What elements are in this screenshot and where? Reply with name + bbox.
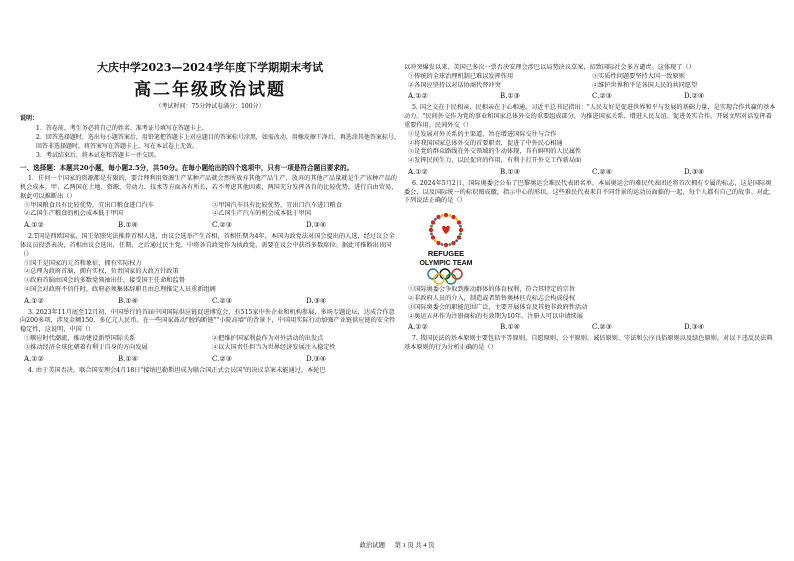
logo-text-line2: OLYMPIC TEAM (419, 260, 473, 268)
option: ③政府首脑由国会的多数党领袖出任，接受国王任命和监督 (24, 277, 185, 285)
option: ②把维护国家利益作为对外活动的出发点 (212, 335, 324, 343)
option: ③国际奥委会的职能范围广泛，主要开展体育及其他非政府性活动 (408, 303, 588, 311)
option: ③实质性问题要坚持大国一致原则 (592, 72, 685, 80)
page-footer (0, 540, 794, 549)
answer-choice: D.③④ (306, 296, 327, 305)
answer-choices (408, 168, 776, 178)
answer-choice: A.①② (408, 167, 428, 176)
answer-choices (24, 221, 400, 231)
answer-choice: C.②③ (592, 92, 612, 101)
refugee-olympic-team-emblem-icon (406, 210, 486, 286)
answer-choice: A.①② (24, 296, 44, 305)
olympic-rings-icon (428, 269, 462, 284)
logo-text-line1: REFUGEE (427, 249, 465, 259)
option: ③是党的群众路线在外交领域的生动体现，具有鲜明的人民属性 (408, 148, 582, 156)
answer-choices (24, 297, 400, 307)
page-number: 第 1 页 共 4 页 (394, 542, 435, 549)
option-row (24, 344, 400, 353)
option: ③推动经济全球化朝着有利于自身的方向发展 (24, 343, 148, 351)
instruction-item: 3．考试结束后，将本试卷和答题卡一并交回。 (36, 152, 160, 160)
answer-choice: B.①④ (118, 296, 138, 305)
option-row (24, 335, 400, 344)
option: ①甲国粮食具有比较优势，宜出口粮食进口汽车 (24, 201, 154, 209)
option: ④国会对政府不信任时，政府必须集体辞职且由总理推定人员重新组阁 (24, 285, 216, 293)
answer-choices (408, 323, 776, 333)
right-column (404, 64, 776, 353)
question-stem: 7. 我国民法的基本原则主要包括平等原则、自愿原则、公平原则、诚信原则、守法和公序良俗原则以及绿色原则。对以下违反民法典基本原则的行为分析正确的是（） (404, 335, 773, 352)
option: ②非政府人员的介入，制造或者销售奥林匹克标志会构成侵权 (408, 295, 576, 303)
question-stem-continued: 以冲突爆发以来，美国已多次一票否决安理会涉巴以局势决议草案，招致国际社会多方谴责。这体现了（） (404, 64, 695, 71)
footer-subject: 政治试题 (359, 542, 385, 549)
option: ④以大国责任担当为世界经济发展注入稳定性 (212, 343, 336, 351)
page-title: 高二年级政治试题 (134, 79, 286, 100)
instruction-item: 2．回答选择题时，选出每小题答案后，用铅笔把答题卡上对应题目的答案标号涂黑，如需改动，用橡皮擦干净后，再选涂其他答案标号。回答非选择题时，将答案写在答题卡上，写在本试卷上无效。 (36, 134, 400, 150)
answer-choice: C.②③ (212, 354, 232, 363)
answer-choice: A.①② (24, 354, 44, 363)
option: ④维护世界和平是各国人民的共同愿望 (592, 81, 698, 89)
school-exam-title: 大庆中学2023—2024学年度下学期期末考试 (96, 61, 324, 74)
option: ②总理为政府首脑，拥有实权，负责国家的大政方针政策 (24, 268, 179, 276)
refugee-olympic-team-logo (406, 210, 486, 286)
answer-choice: D.③④ (684, 323, 705, 332)
answer-choice: B.①④ (118, 221, 138, 230)
exam-meta: （考试时间：75分钟试卷满分：100分） (155, 102, 265, 110)
answer-choice: D.③④ (306, 354, 327, 363)
option: ④奥运五环作为注册商标的有效期为10年，注册人可以申请续展 (408, 312, 583, 320)
option: ②将我国国家总体外交的首要职责，促进了中外民心相通 (408, 139, 563, 147)
option: ①顺应时代潮流，推动建设新型国际关系 (24, 335, 136, 343)
question-stem: 6. 2024年5月2日，国际奥委会公布了巴黎奥运会难民代表团名单，本届奥运会的难民代表团还将首次拥有专属的标志，这是国际奥委会、以及国际统一的标识图成徽，指示中心的形状。这些难民代表来自不同背景的运动员面临的一起，每个人都有自己的故事。对此，下列说法正确的是（） (404, 179, 776, 205)
answer-choices (24, 355, 400, 365)
answer-choice: A.①② (408, 92, 428, 101)
answer-choice: D.②④ (684, 92, 705, 101)
answer-choice: C.②④ (592, 167, 612, 176)
answer-choice: A.①② (408, 323, 428, 332)
option: ④乙国生产汽车的机会成本低于甲国 (212, 210, 311, 218)
answer-choice: D.③④ (684, 167, 705, 176)
option: ①国际奥委会争取到推动群体的体育权利，符合其特定的宗旨 (408, 286, 576, 294)
section-heading: 一、选择题：本题共20小题，每小题2.5分，共50分。在每小题给出的四个选项中，只有一项是符合题目要求的。 (20, 163, 354, 172)
option-row (408, 82, 776, 91)
option: ①是发展对外关系的主渠道，旨在增进国际交往与合作 (408, 130, 557, 138)
option: ②乙国生产粮食的机会成本低于甲国 (24, 210, 123, 218)
option-row (24, 210, 400, 219)
option: ②各国应坚持以对话协商代替冲突 (408, 81, 501, 89)
answer-choice: B.①③ (500, 92, 520, 101)
question-stem: 5. 国之交在于民相亲，民相亲在于心相通。习近平总书记指出："人民友好是促进世界和平与发展的基础力量，是实现合作共赢的基本动力。"民间外交作为党的事业和国家总体外交的重要组成部分，为推进国家关系、增进人民友谊、促进务实合作、开展文明对话发挥着重要作用。民间外交（） (404, 104, 776, 129)
answer-choice: B.①④ (118, 354, 138, 363)
answer-choices (408, 92, 776, 102)
answer-choice: D.③④ (306, 221, 327, 230)
answer-choice: C.②③ (592, 323, 612, 332)
option-row (408, 73, 776, 82)
option: ④发挥民间生力，以民促官的作用，有利于打开外交工作新局面 (408, 157, 582, 165)
question-stem: 2.T国是西欧国家，国王依照宪法推荐首相人选，由议会选举产生首相，首相任期为4年，本国为政党法对国会提出的人选，经过议会全体议员投票表决，首相由议会选出，任期，之后通过民主党，中将各自政党作为执政党，需要在议会中获得多数席位。据此可推断出该国（） (20, 233, 395, 258)
answer-choice: C.②③ (212, 221, 232, 230)
option: ①传统的全球治理机制已难以发挥作用 (408, 72, 514, 80)
question-stem: 4. 由于美国否决，联合国安理会4月18日"接纳巴勒斯坦成为联合国正式会员国"的决议草案未能通过。本轮巴 (28, 366, 326, 374)
option: ①国王是国家的元首和象征，拥有实际权力 (24, 259, 142, 267)
option: ③甲国汽车具有比较优势，宜出口汽车进口粮食 (212, 201, 342, 209)
question-stem: 1．任何一个国家的资源都是有限的，要合理利用资源生产某种产品就会然所放弃其他产品生产，放弃的其他产品量就是生产该种产品的机会成本。甲、乙两国在土地、资源、劳动力、技术等方面各有所长，若不考虑其他因素，两国充分发挥各自的比较优势，进行自由贸易，据此可以推断出（） (20, 175, 398, 200)
answer-choice: B.①③ (500, 167, 520, 176)
instructions-heading: 说明： (20, 115, 39, 123)
answer-choice: C.②③ (212, 296, 232, 305)
left-column (20, 60, 400, 375)
instructions (20, 115, 400, 161)
question-stem: 3. 2023年11月底至12月初，中国举行的首届中国国际供应链促进博览会，有515家中外企业和机构参展，多场专题论坛，达成合作意向200多项，涉及金额150、多亿元人民币。在一些国家鼓动"脱钩断链""小院高墙"的背景下，中国用实际行动加强产业链供应链的安全性稳定性，这说明，中国（） (20, 308, 396, 334)
answer-choice: A.①② (24, 221, 44, 230)
instruction-item: 1．答卷前，考生务必将自己的姓名、准考证号填写在答题卡上。 (36, 124, 208, 132)
answer-choice: B.①④ (500, 323, 520, 332)
